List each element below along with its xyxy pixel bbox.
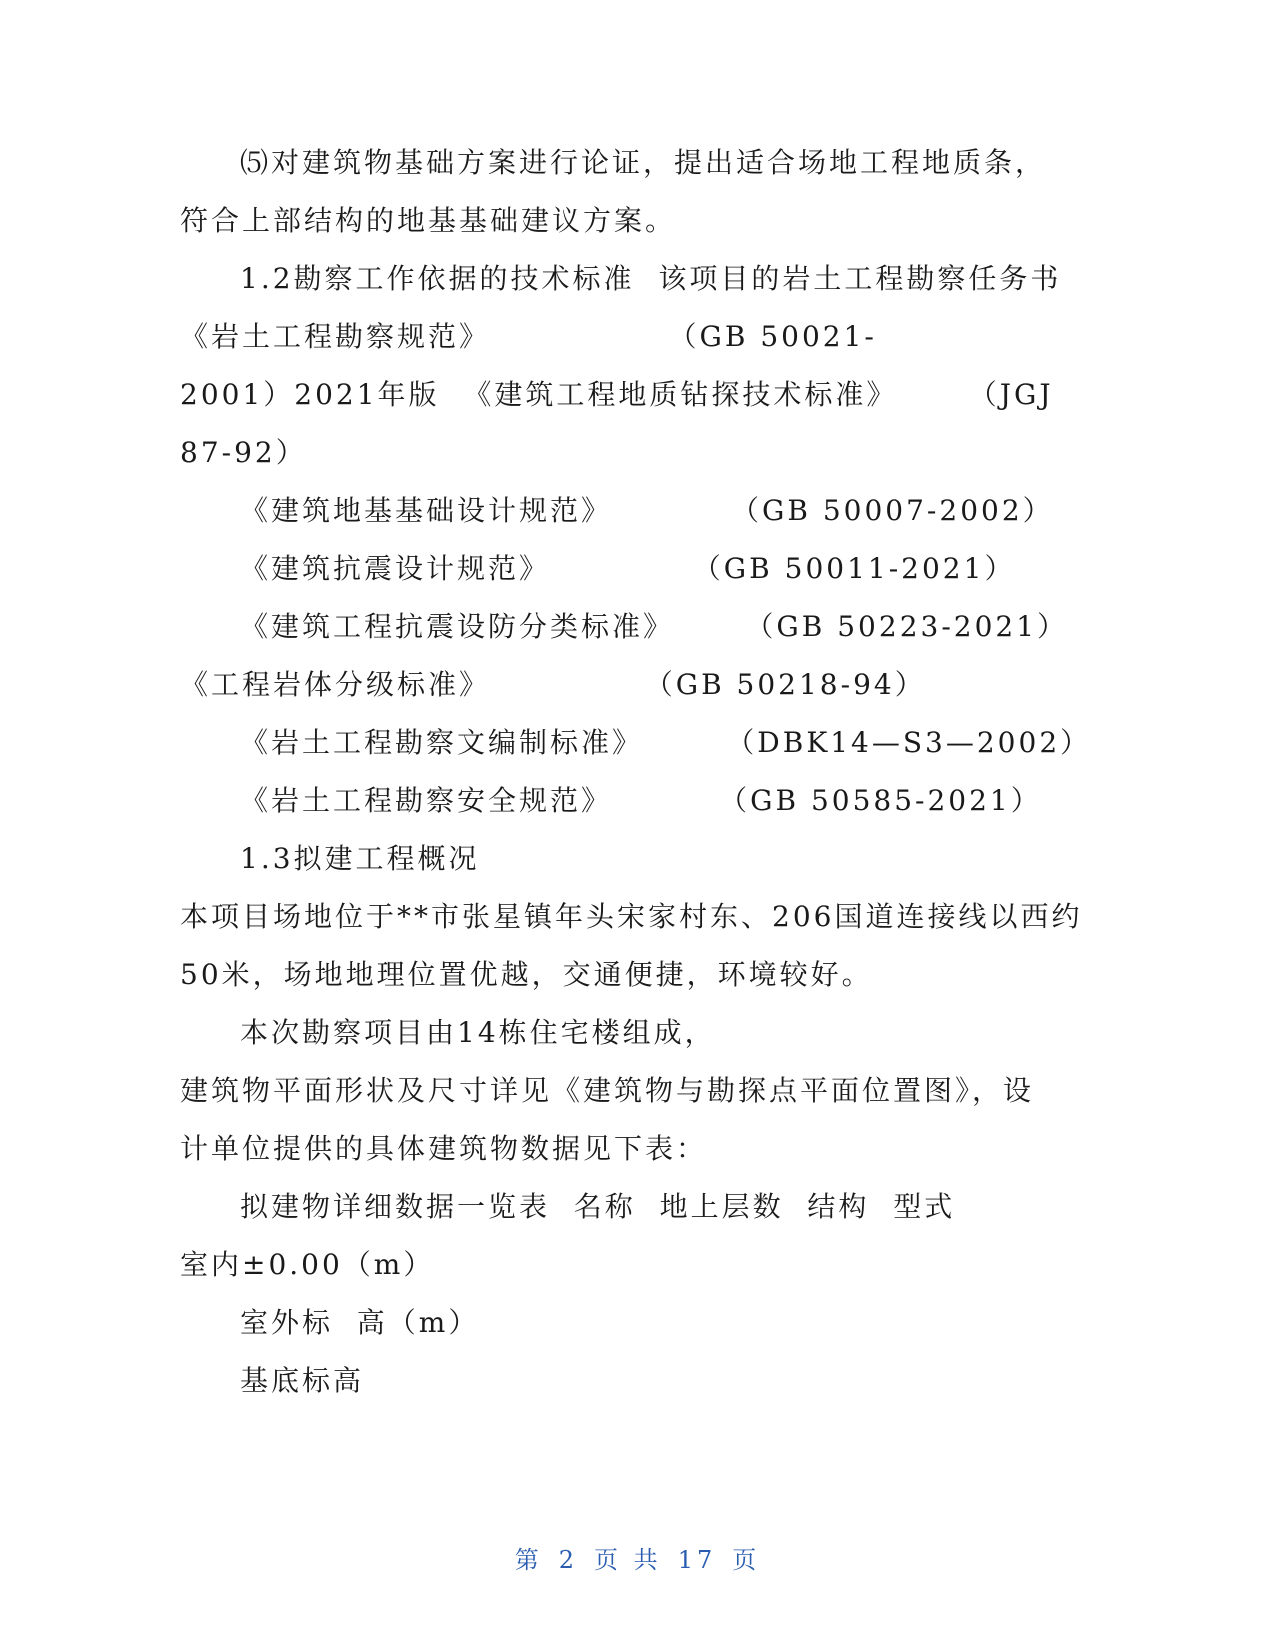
standard-item: 《建筑工程抗震设防分类标准》 （GB 50223-2021） bbox=[240, 610, 1069, 643]
table-header-line: 基底标高 bbox=[240, 1364, 365, 1397]
text-line-18: 计单位提供的具体建筑物数据见下表： bbox=[180, 1132, 708, 1165]
text-line-2: 符合上部结构的地基基础建议方案。 bbox=[180, 204, 677, 237]
footer-page-total: 17 bbox=[677, 1546, 717, 1574]
standard-item: 《建筑抗震设计规范》 （GB 50011-2021） bbox=[240, 552, 1016, 585]
standard-item: 《岩土工程勘察文编制标准》 （DBK14—S3—2002） bbox=[240, 726, 1092, 759]
table-header-line: 室外标 高（m） bbox=[240, 1306, 480, 1339]
table-header-line: 拟建物详细数据一览表 名称 地上层数 结构 型式 bbox=[240, 1190, 956, 1223]
footer-suffix: 页 bbox=[732, 1546, 761, 1574]
text-line-6: 87-92） bbox=[180, 436, 307, 469]
text-line-5: 2001）2021年版 《建筑工程地质钻探技术标准》 （JGJ bbox=[180, 378, 1054, 411]
table-header-line: 室内±0.00（m） bbox=[180, 1248, 435, 1281]
footer-prefix: 第 bbox=[514, 1546, 543, 1574]
section-1-3-heading: 1.3拟建工程概况 bbox=[240, 842, 480, 875]
text-line-14: 本项目场地位于**市张星镇年头宋家村东、206国道连接线以西约 bbox=[180, 900, 1083, 933]
standard-item: 《建筑地基基础设计规范》 （GB 50007-2002） bbox=[240, 494, 1054, 527]
standard-item: 《岩土工程勘察安全规范》 （GB 50585-2021） bbox=[240, 784, 1042, 817]
text-line-17: 建筑物平面形状及尺寸详见《建筑物与勘探点平面位置图》，设 bbox=[180, 1074, 1035, 1107]
text-line-16: 本次勘察项目由14栋住宅楼组成， bbox=[240, 1016, 716, 1049]
standard-item: 《工程岩体分级标准》 （GB 50218-94） bbox=[180, 668, 926, 701]
text-line-4: 《岩土工程勘察规范》 （GB 50021- bbox=[180, 320, 877, 353]
section-1-2-heading: 1.2勘察工作依据的技术标准 该项目的岩土工程勘察任务书 bbox=[240, 262, 1062, 295]
page-footer bbox=[0, 1540, 1275, 1575]
text-line-15: 50米，场地地理位置优越，交通便捷，环境较好。 bbox=[180, 958, 873, 991]
footer-mid: 页 共 bbox=[594, 1546, 662, 1574]
text-line-1: ⑸对建筑物基础方案进行论证，提出适合场地工程地质条， bbox=[240, 146, 1047, 179]
footer-page-current: 2 bbox=[558, 1546, 579, 1574]
